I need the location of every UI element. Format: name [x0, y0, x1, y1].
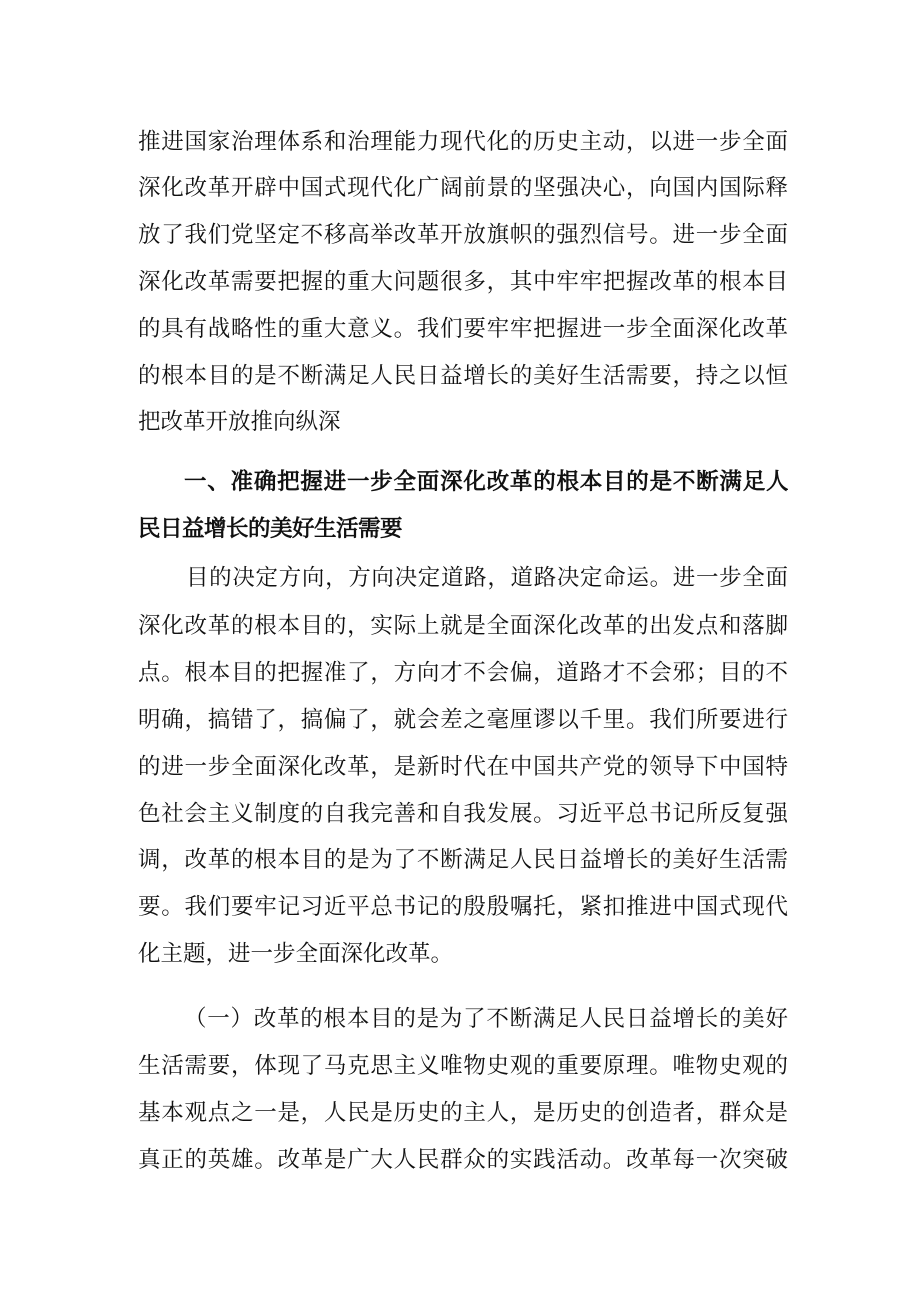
paragraph1-line-5: 的进一步全面深化改革，是新时代在中国共产党的领导下中国特 — [138, 754, 788, 780]
intro-line-1: 推进国家治理体系和治理能力现代化的历史主动，以进一步全面 — [138, 129, 788, 155]
paragraph2-line-2: 生活需要，体现了马克思主义唯物史观的重要原理。唯物史观的 — [138, 1053, 788, 1079]
paragraph2-line-3: 基本观点之一是，人民是历史的主人，是历史的创造者，群众是 — [138, 1100, 788, 1126]
paragraph1-line-2: 深化改革的根本目的，实际上就是全面深化改革的出发点和落脚 — [138, 613, 788, 639]
intro-line-3: 放了我们党坚定不移高举改革开放旗帜的强烈信号。进一步全面 — [138, 222, 788, 248]
intro-line-7: 把改革开放推向纵深 — [138, 409, 341, 435]
paragraph1-line-4: 明确，搞错了，搞偏了，就会差之毫厘谬以千里。我们所要进行 — [138, 707, 788, 733]
paragraph2-line-4: 真正的英雄。改革是广大人民群众的实践活动。改革每一次突破 — [138, 1147, 788, 1173]
paragraph1-line-3: 点。根本目的把握准了，方向才不会偏，道路才不会邪；目的不 — [138, 660, 788, 686]
intro-line-5: 的具有战略性的重大意义。我们要牢牢把握进一步全面深化改革 — [138, 316, 788, 342]
intro-line-2: 深化改革开辟中国式现代化广阔前景的坚强决心，向国内国际释 — [138, 175, 788, 201]
paragraph1-line-7: 调，改革的根本目的是为了不断满足人民日益增长的美好生活需 — [138, 847, 788, 873]
intro-line-6: 的根本目的是不断满足人民日益增长的美好生活需要，持之以恒 — [138, 363, 788, 389]
paragraph2-line-1: （一）改革的根本目的是为了不断满足人民日益增长的美好 — [184, 1006, 788, 1032]
paragraph1-line-1: 目的决定方向，方向决定道路，道路决定命运。进一步全面 — [186, 565, 788, 591]
paragraph1-line-6: 色社会主义制度的自我完善和自我发展。习近平总书记所反复强 — [138, 801, 788, 827]
paragraph1-line-8: 要。我们要牢记习近平总书记的殷殷嘱托，紧扣推进中国式现代 — [138, 894, 788, 920]
section-heading-line-2: 民日益增长的美好生活需要 — [138, 516, 403, 542]
section-heading-line-1: 一、准确把握进一步全面深化改革的根本目的是不断满足人 — [184, 469, 788, 495]
paragraph1-line-9: 化主题，进一步全面深化改革。 — [138, 941, 454, 967]
intro-line-4: 深化改革需要把握的重大问题很多，其中牢牢把握改革的根本目 — [138, 269, 788, 295]
